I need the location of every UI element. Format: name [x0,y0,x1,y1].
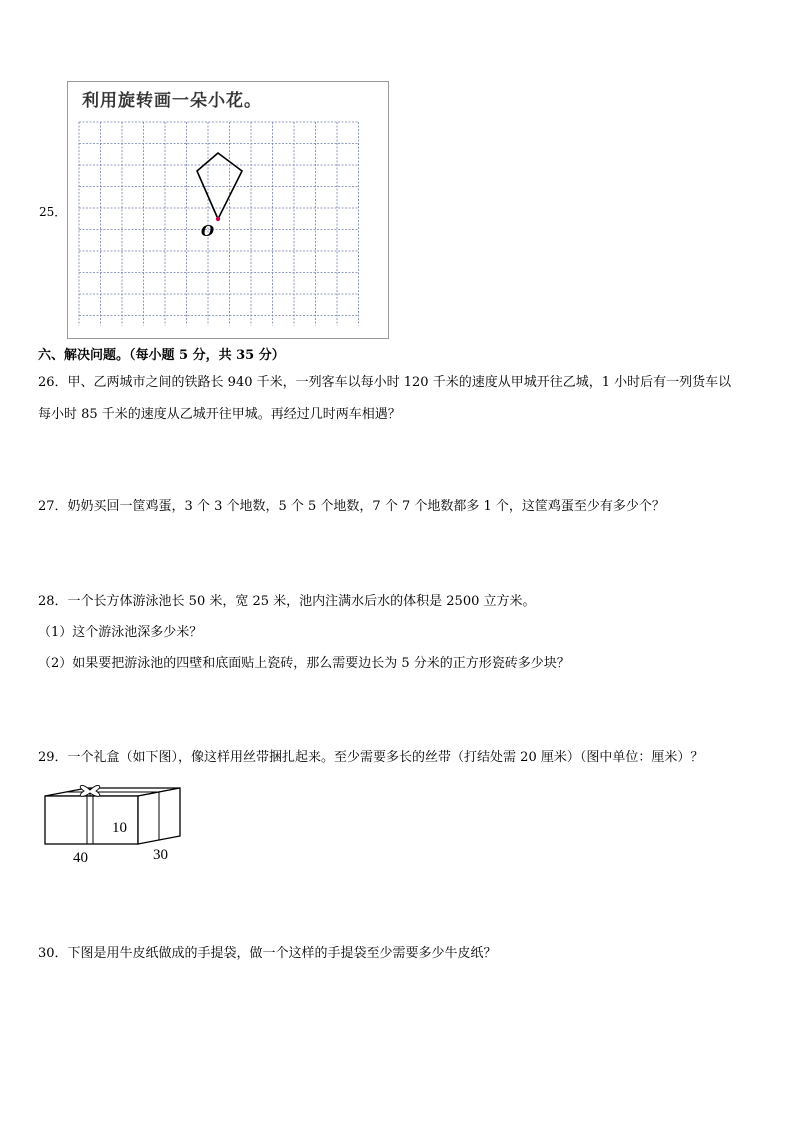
question-28-sub2: （2）如果要把游泳池的四壁和底面贴上瓷砖，那么需要边长为 5 分米的正方形瓷砖多少块？ [38,656,570,671]
rotation-grid-figure [75,119,360,334]
rotation-center-label: O [201,222,215,240]
question-29: 29．一个礼盒（如下图），像这样用丝带捆扎起来。至少需要多长的丝带（打结处需 20 厘米）（图中单位：厘米）？ [38,750,704,765]
gift-box-figure [40,782,190,866]
question-30: 30．下图是用牛皮纸做成的手提袋，做一个这样的手提袋至少需要多少牛皮纸？ [38,946,497,961]
question-27: 27．奶奶买回一筐鸡蛋，3 个 3 个地数，5 个 5 个地数，7 个 7 个地数都多 1 个，这筐鸡蛋至少有多少个？ [38,499,665,514]
gift-box-width-label: 30 [153,847,168,863]
question-26-line1: 26．甲、乙两城市之间的铁路长 940 千米，一列客车以每小时 120 千米的速度从甲城开往乙城，1 小时后有一列货车以 [38,375,732,390]
gift-box-height-label: 10 [112,820,127,836]
rotation-center-point [216,217,220,221]
kite-shape [197,153,242,219]
section-6-heading: 六、解决问题。（每小题 5 分，共 35 分） [38,348,285,363]
question-25-number: 25． [39,205,67,219]
question-28-sub1: （1）这个游泳池深多少米？ [38,625,203,640]
question-26-line2: 每小时 85 千米的速度从乙城开往甲城。再经过几时两车相遇？ [38,407,401,422]
gift-box-length-label: 40 [73,850,88,866]
question-28: 28．一个长方体游泳池长 50 米，宽 25 米，池内注满水后水的体积是 2500 立方米。 [38,594,536,609]
rotation-figure-title: 利用旋转画一朵小花。 [82,91,262,111]
